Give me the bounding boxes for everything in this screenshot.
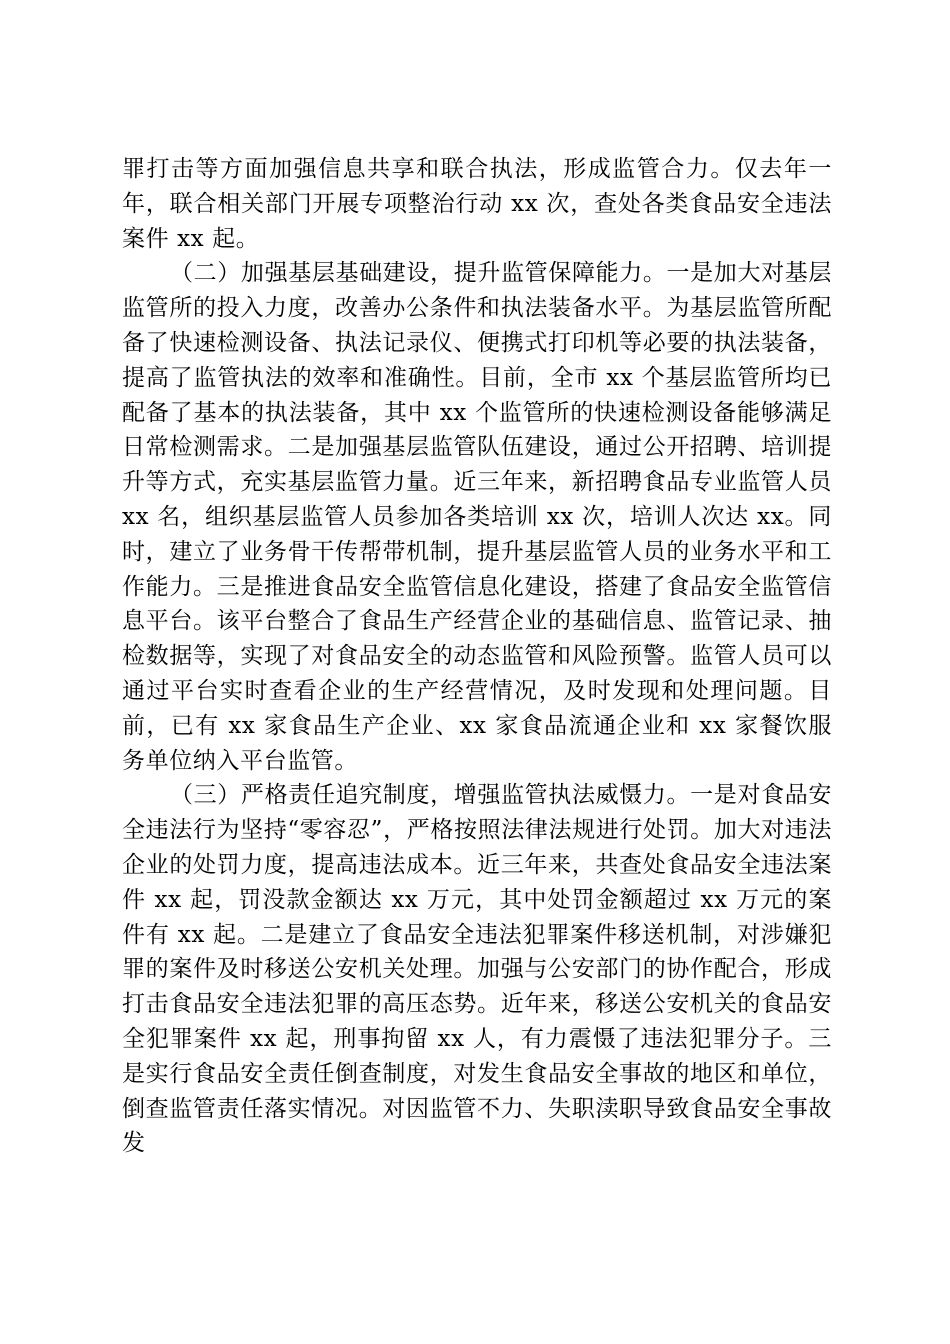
paragraph-section-two: （二）加强基层基础建设，提升监管保障能力。一是加大对基层监管所的投入力度，改善办公条件和执法装备水平。为基层监管所配备了快速检测设备、执法记录仪、便携式打印机等必要的执法装备，提高了监管执法的效率和准确性。目前，全市 xx 个基层监管所均已配备了基本的执法装备，其中 xx 个监管所的快速检测设备能够满足日常检测需求。二是加强基层监管队伍建设，通过公开招聘、培训提升等方式，充实基层监管力量。近三年来，新招聘食品专业监管人员 xx 名，组织基层监管人员参加各类培训 xx 次，培训人次达 xx。同时，建立了业务骨干传帮带机制，提升基层监管人员的业务水平和工作能力。三是推进食品安全监管信息化建设，搭建了食品安全监管信息平台。该平台整合了食品生产经营企业的基础信息、监管记录、抽检数据等，实现了对食品安全的动态监管和风险预警。监管人员可以通过平台实时查看企业的生产经营情况，及时发现和处理问题。目前，已有 xx 家食品生产企业、xx 家食品流通企业和 xx 家餐饮服务单位纳入平台监管。 (122, 260, 832, 774)
paragraph-continuation: 罪打击等方面加强信息共享和联合执法，形成监管合力。仅去年一年，联合相关部门开展专项整治行动 xx 次，查处各类食品安全违法案件 xx 起。 (122, 156, 832, 252)
paragraph-section-three: （三）严格责任追究制度，增强监管执法威慑力。一是对食品安全违法行为坚持“零容忍”，严格按照法律法规进行处罚。加大对违法企业的处罚力度，提高违法成本。近三年来，共查处食品安全违法案件 xx 起，罚没款金额达 xx 万元，其中处罚金额超过 xx 万元的案件有 xx 起。二是建立了食品安全违法犯罪案件移送机制，对涉嫌犯罪的案件及时移送公安机关处理。加强与公安部门的协作配合，形成打击食品安全违法犯罪的高压态势。近年来，移送公安机关的食品安全犯罪案件 xx 起，刑事拘留 xx 人，有力震慑了违法犯罪分子。三是实行食品安全责任倒查制度，对发生食品安全事故的地区和单位，倒查监管责任落实情况。对因监管不力、失职渎职导致食品安全事故发 (122, 782, 832, 1157)
document-body (122, 152, 832, 1161)
